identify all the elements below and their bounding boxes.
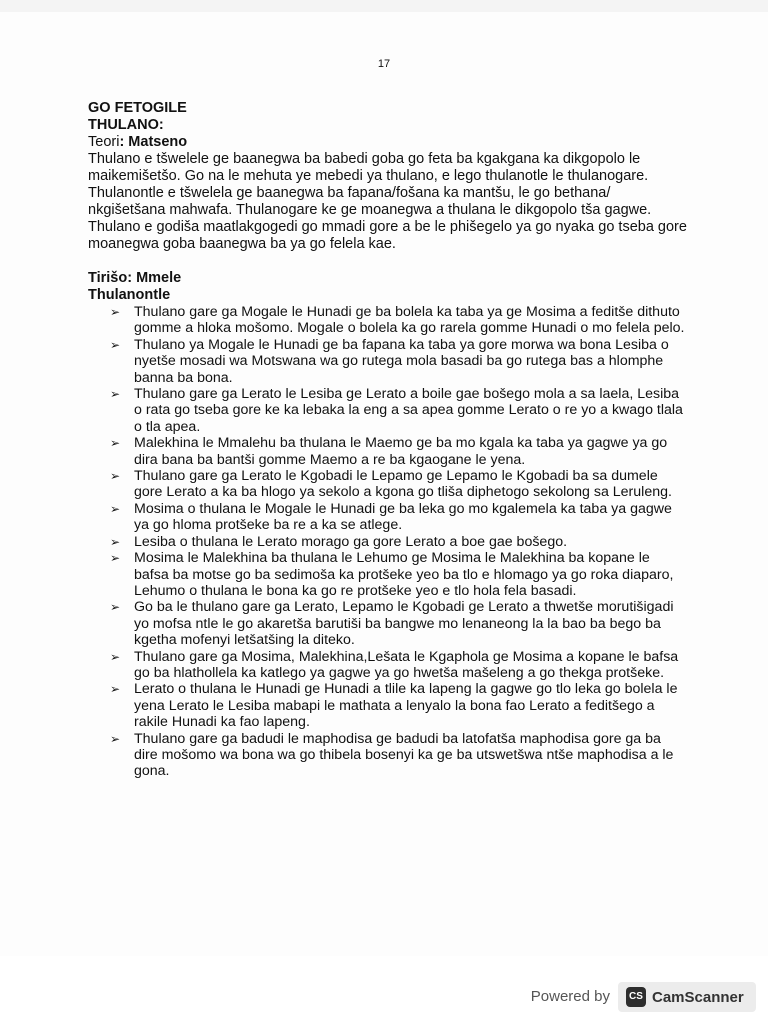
- arrow-bullet-icon: ➢: [110, 469, 121, 484]
- list-item-text: Malekhina le Mmalehu ba thulana le Maemo ge ba mo kgala ka taba ya gagwe ya go dira bana ba bantši gomme Maemo a re ba kgaogane le yena.: [134, 435, 668, 468]
- arrow-bullet-icon: ➢: [110, 600, 121, 615]
- teori-value: : Matseno: [119, 134, 188, 150]
- title-line-2: THULANO:: [88, 117, 164, 133]
- teori-line: [88, 134, 688, 151]
- camscanner-logo-icon: CS: [626, 987, 646, 1007]
- list-item: [88, 468, 688, 501]
- list-item-text: Thulano ya Mogale le Hunadi ge ba fapana ka taba ya gore morwa wa bona Lesiba o nyetše mosadi wa Motswana wa go rutega mola basadi ba go rutega bas a hlomphe banna ba bona.: [134, 336, 669, 386]
- list-item-text: Thulano gare ga Mosima, Malekhina,Lešata le Kgaphola ge Mosima a kopane le bafsa go ba hlathollela ka katlego ya gagwe ya go hwetša mašeleng a go thekga protšeke.: [134, 648, 679, 681]
- powered-by-label: Powered by: [530, 988, 610, 1005]
- list-item: [88, 386, 688, 435]
- tiriso-line: [88, 270, 688, 287]
- list-item-text: Lerato o thulana le Hunadi ge Hunadi a tlile ka lapeng la gagwe go tlo leka go bolela le yena Lerato le Lesiba mabapi le mathata a lenyalo la bona fao Lerato a feditšego a rakile Hunadi ka fao lapeng.: [134, 681, 678, 731]
- tiriso-label: Tirišo: [88, 270, 128, 286]
- list-item-text: Mosima le Malekhina ba thulana le Lehumo ge Mosima le Malekhina ba kopane le bafsa ba motse go ba sedimoša ka protšeke yeo ba tlo e hlomago ya go roka diaparo, Lehumo o thulana le bona ka go re protšeke yeo e tlo hola fela basadi.: [134, 550, 674, 599]
- list-item-text: Thulano gare ga Mogale le Hunadi ge ba bolela ka taba ya ge Mosima a feditše dithuto gomme a hloka mošomo. Mogale o bolela ka go rarela gomme Hunadi o mo felela pelo.: [134, 304, 685, 337]
- page-number: 17: [377, 58, 391, 70]
- title-line-1: GO FETOGILE: [88, 100, 187, 116]
- arrow-bullet-icon: ➢: [110, 387, 121, 402]
- bullet-list: [88, 304, 688, 780]
- teori-label: Teori: [88, 134, 120, 150]
- list-item: [88, 681, 688, 730]
- arrow-bullet-icon: ➢: [110, 337, 121, 352]
- tiriso-value: : Mmele: [127, 270, 182, 286]
- list-item: [88, 304, 688, 337]
- list-item-text: Mosima o thulana le Mogale le Hunadi ge ba leka go mo kgalemela ka taba ya gagwe ya go hloma protšeke ba re a ka se atlege.: [134, 500, 672, 534]
- arrow-bullet-icon: ➢: [110, 731, 121, 746]
- arrow-bullet-icon: ➢: [110, 551, 121, 566]
- subheading-thulanontle: Thulanontle: [88, 287, 171, 303]
- arrow-bullet-icon: ➢: [110, 649, 121, 664]
- list-item-text: Thulano gare ga Lerato le Kgobadi le Lepamo ge Lepamo le Kgobadi ba sa dumele gore Lerato a ka ba hlogo ya sekolo a kgona go tliša diphetogo sekolong sa Leruleng.: [134, 468, 672, 501]
- list-item: [88, 337, 688, 386]
- arrow-bullet-icon: ➢: [110, 682, 121, 697]
- arrow-bullet-icon: ➢: [110, 501, 121, 516]
- list-item: [88, 550, 688, 599]
- list-item: [88, 534, 688, 550]
- list-item-text: Thulano gare ga badudi le maphodisa ge badudi ba latofatša maphodisa gore ga ba dire mošomo wa bona wa go thibela bosenyi ka ge ba utswetšwa ntše maphodisa a le gona.: [134, 730, 674, 780]
- arrow-bullet-icon: ➢: [110, 305, 121, 319]
- list-item-text: Go ba le thulano gare ga Lerato, Lepamo le Kgobadi ge Lerato a thwetše morutišigadi yo mofsa ntle le go akaretša barutiši ba bangwe mo lenaneong la la bao ba bego ba kgetha mofenyi letšatšing la diteko.: [134, 599, 674, 649]
- list-item-text: Lesiba o thulana le Lerato morago ga gore Lerato a boe gae bošego.: [134, 533, 568, 550]
- list-item: [88, 731, 688, 780]
- camscanner-brand: CamScanner: [652, 989, 744, 1006]
- document-content: [88, 100, 688, 780]
- list-item: [88, 599, 688, 648]
- arrow-bullet-icon: ➢: [110, 436, 121, 451]
- list-item: [88, 435, 688, 468]
- list-item: [88, 649, 688, 682]
- arrow-bullet-icon: ➢: [110, 534, 121, 549]
- intro-paragraph: Thulano e tšwelele ge baanegwa ba babedi goba go feta ba kgakgana ka dikgopolo le maikemišetšo. Go na le mehuta ye mebedi ya thulano, e lego thulanotle le thulanogare. Thulanontle e tšwelela ge baanegwa ba fapana/fošana ka mantšu, le go bethana/ nkgišetšana mahwafa. Thulanogare ke ge moanegwa a thulana le dikgopolo tša gagwe. Thulano e godiša maatlakgogedi go mmadi gore a be le phišegelo ya go nyaka go tseba gore moanegwa goba baanegwa ba ya go felela kae.: [88, 151, 687, 252]
- list-item-text: Thulano gare ga Lerato le Lesiba ge Lerato a boile gae bošego mola a sa laela, Lesiba o rata go tseba gore ke ka lebaka la eng a sa apea gomme Lerato o re yo a kwago tlala o tla apea.: [134, 386, 683, 435]
- list-item: [88, 501, 688, 534]
